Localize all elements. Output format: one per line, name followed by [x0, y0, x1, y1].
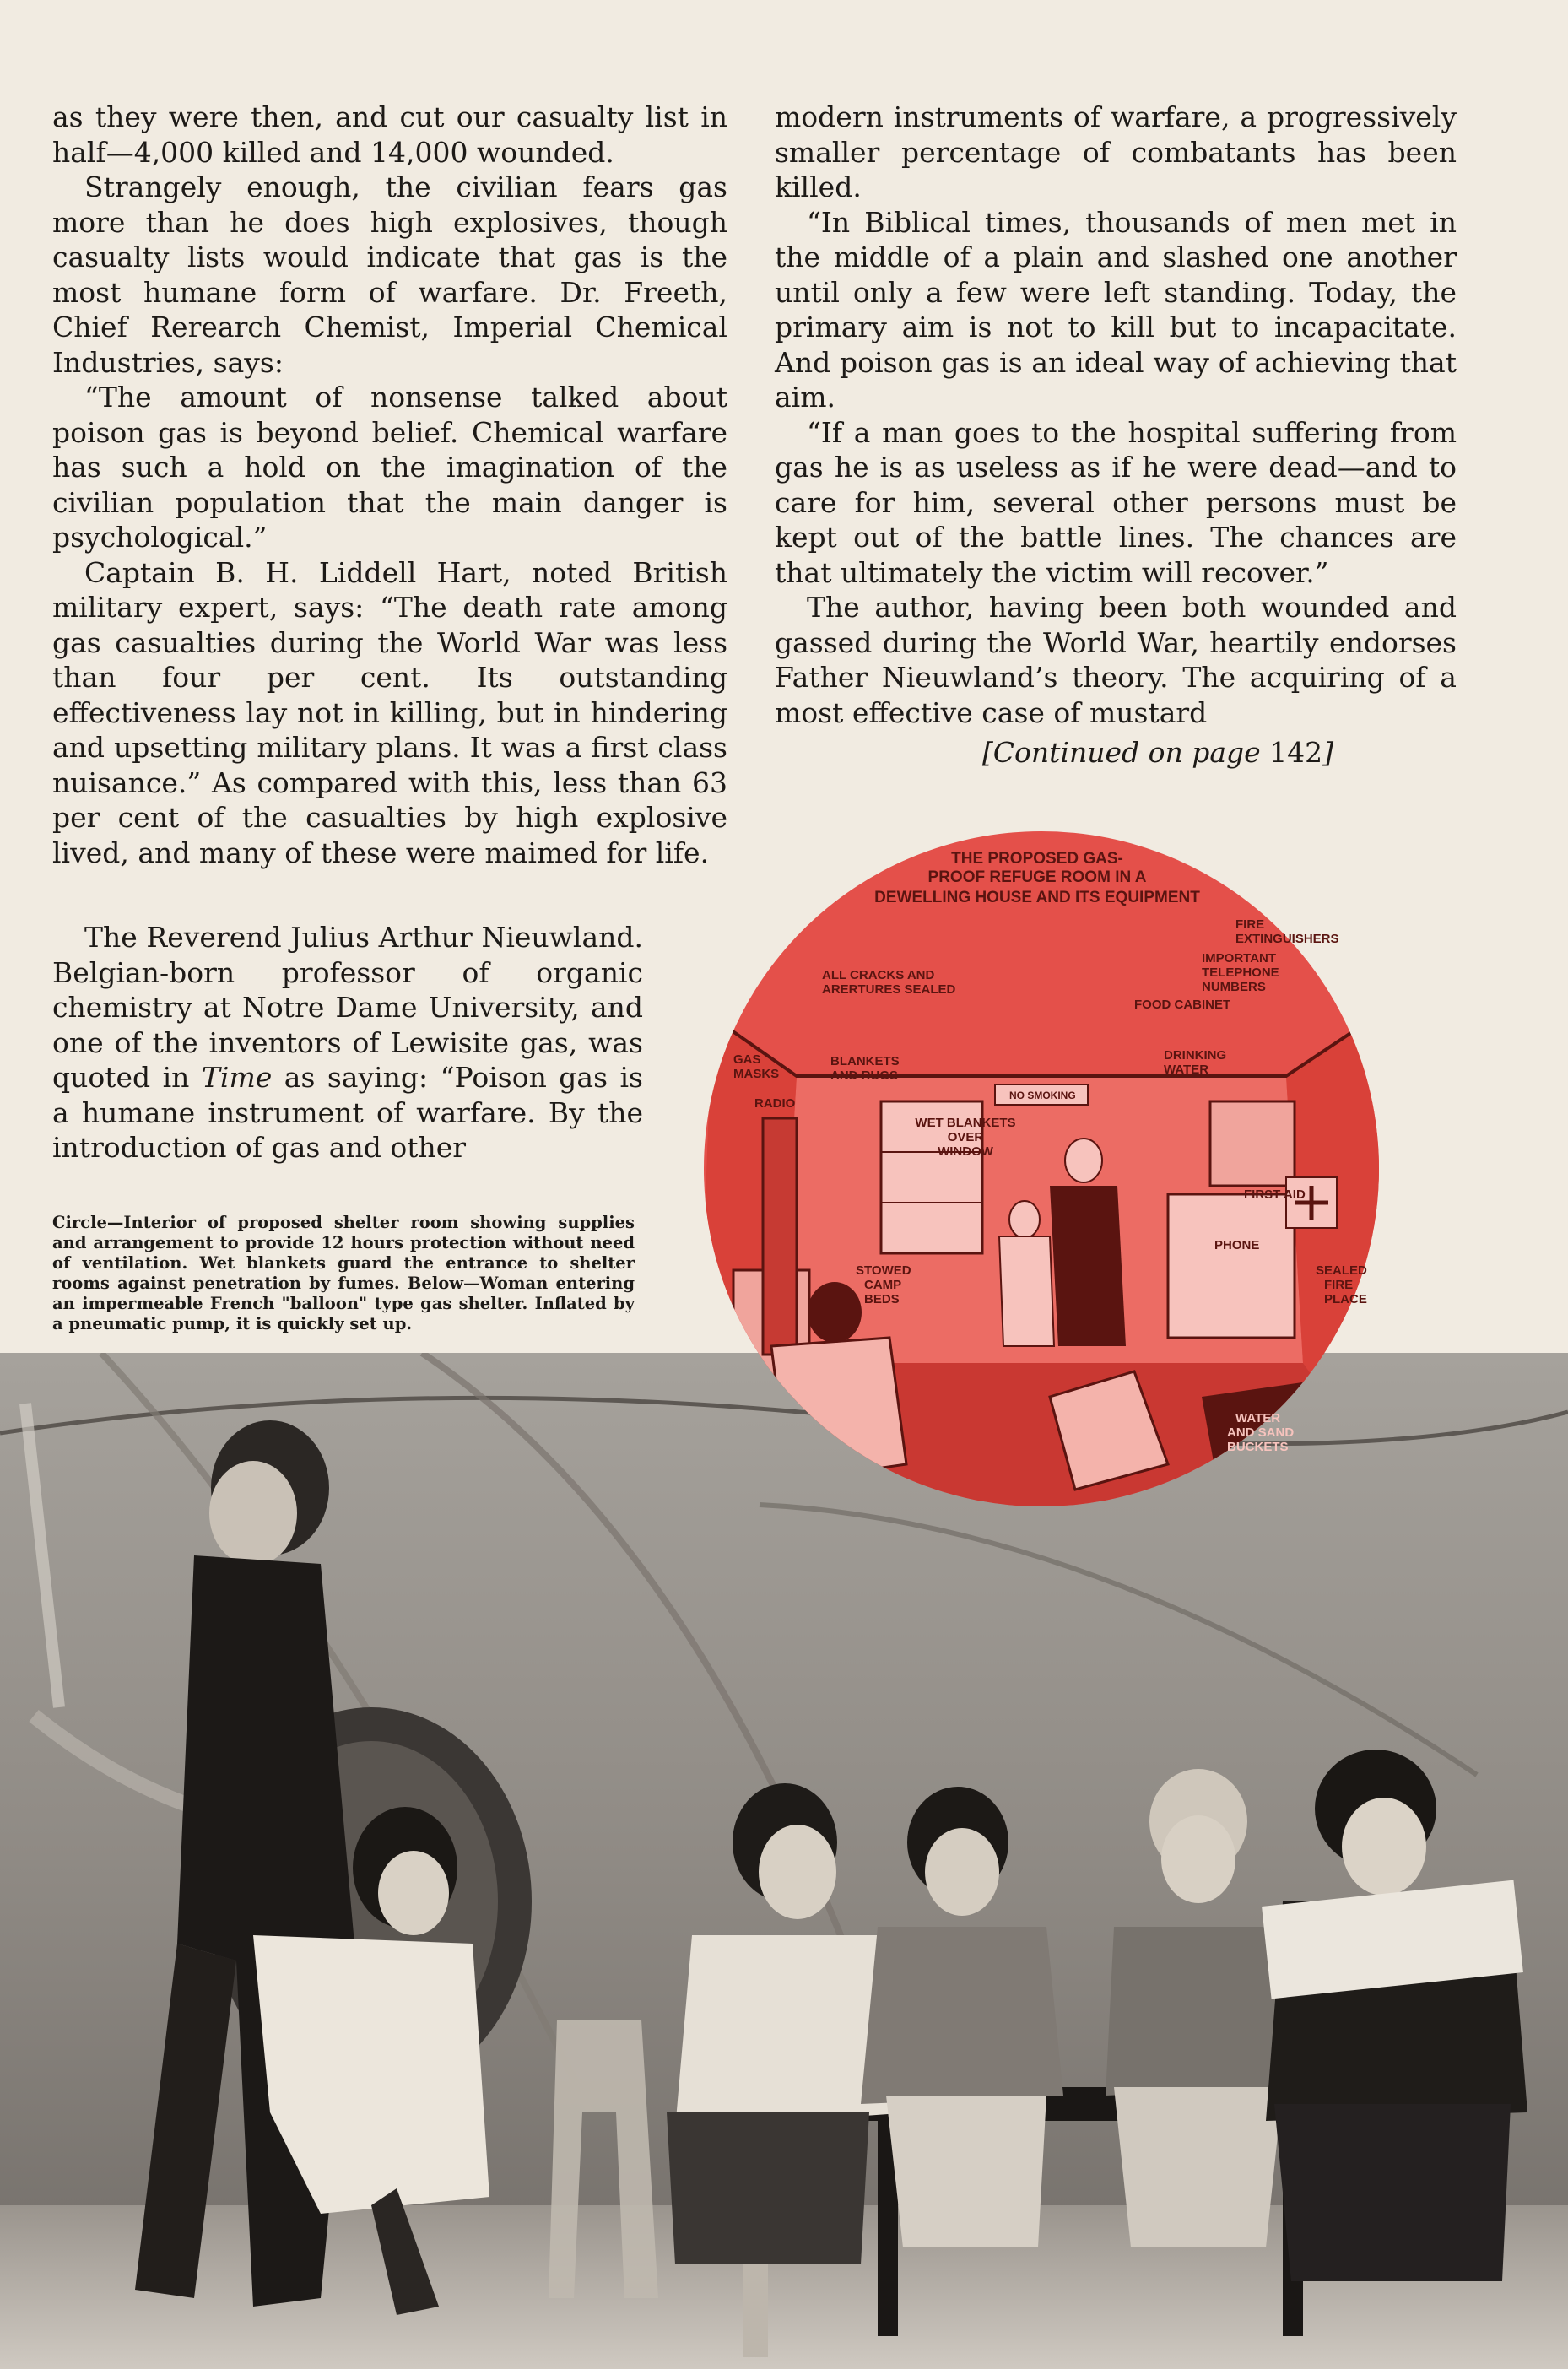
label-water-sand-2: AND SAND	[1227, 1425, 1295, 1440]
label-sealed-3: PLACE	[1324, 1292, 1367, 1306]
left-paragraph-4: Captain B. H. Liddell Hart, noted British military expert, says: “The death rate among gas casualties during the World War was less than four per cent. Its outstanding effectiveness lay not in killing, but in hindering and upsetting military plans. It was a first class nuisance.” As compared with this, less than 63 per cent of the casualties by high explosive lived, and many of these were maimed for life.	[52, 555, 727, 869]
illustration-title-line-1: THE PROPOSED GAS-	[951, 850, 1123, 868]
label-stowed-1: STOWED	[856, 1263, 911, 1278]
label-cracks-2: ARERTURES SEALED	[822, 982, 956, 997]
label-blankets-1: BLANKETS	[830, 1054, 900, 1068]
label-wet-blankets-2: OVER	[947, 1130, 984, 1144]
label-telephone-3: NUMBERS	[1202, 980, 1266, 994]
label-wet-blankets-3: WINDOW	[938, 1144, 993, 1159]
label-water-sand-3: BUCKETS	[1227, 1440, 1289, 1454]
label-stowed-2: CAMP	[864, 1278, 902, 1292]
label-blankets-2: AND RUGS	[830, 1068, 899, 1083]
time-magazine-name: Time	[201, 1061, 273, 1094]
left-paragraph-1: as they were then, and cut our casualty list in half—4,000 killed and 14,000 wounded.	[52, 100, 727, 169]
refuge-room-illustration	[695, 823, 1387, 1515]
nieuwland-paragraph: The Reverend Julius Arthur Nieuwland. Belgian-born professor of organic chemistry at Notre Dame University, and one of the inventors of Lewisite gas, was quoted in Time as saying: “Poison gas is a humane instrument of warfare. By the introduction of gas and other	[52, 921, 643, 1164]
continued-page-number: 142	[1269, 736, 1323, 769]
label-drinking-2: WATER	[1164, 1063, 1209, 1077]
label-water-sand-1: WATER	[1235, 1411, 1281, 1425]
photo-caption: Circle—Interior of proposed shelter room showing supplies and arrangement to provide 12 hours protection without need of ventilation. Wet blankets guard the entrance to shelter rooms against penetration by fumes. Below—Woman entering an impermeable French "balloon" type gas shelter. Inflated by a pneumatic pump, it is quickly set up.	[52, 1213, 635, 1333]
label-fire-1: FIRE	[1235, 917, 1265, 932]
left-paragraph-3: “The amount of nonsense talked about poison gas is beyond belief. Chemical warfare has such a hold on the imagination of the civilian population that the main danger is psychological.”	[52, 381, 727, 554]
label-drinking-1: DRINKING	[1164, 1048, 1227, 1063]
right-paragraph-1: modern instruments of warfare, a progressively smaller percentage of combatants has been killed.	[775, 100, 1457, 203]
label-wet-blankets-1: WET BLANKETS	[915, 1116, 1016, 1130]
right-paragraph-3: “If a man goes to the hospital suffering from gas he is as useless as if he were dead—and to care for him, several other persons must be kept out of the battle lines. The chances are that ultimately the victim will recover.”	[775, 415, 1457, 589]
illustration-title-line-2: PROOF REFUGE ROOM IN A	[927, 868, 1147, 886]
label-phone: PHONE	[1214, 1238, 1260, 1252]
label-cracks-1: ALL CRACKS AND	[822, 968, 935, 982]
left-narrow-column	[52, 920, 643, 1166]
label-no-smoking: NO SMOKING	[1009, 1090, 1076, 1101]
label-sealed-2: FIRE	[1324, 1278, 1354, 1292]
label-telephone-1: IMPORTANT	[1202, 951, 1277, 965]
label-gas-masks-1: GAS	[733, 1052, 761, 1067]
label-first-aid: FIRST AID	[1244, 1187, 1306, 1202]
right-paragraph-4: The author, having been both wounded and gassed during the World War, heartily endorses Father Nieuwland’s theory. The acquiring of a most effective case of mustard	[775, 591, 1457, 729]
left-column	[52, 100, 727, 870]
label-stowed-3: BEDS	[864, 1292, 900, 1306]
right-column	[775, 100, 1457, 730]
label-sealed-1: SEALED	[1316, 1263, 1367, 1278]
label-food-cabinet: FOOD CABINET	[1134, 998, 1231, 1012]
label-gas-masks-2: MASKS	[733, 1067, 780, 1081]
left-paragraph-2: Strangely enough, the civilian fears gas more than he does high explosives, though casualty lists would indicate that gas is the most humane form of warfare. Dr. Freeth, Chief Rerearch Chemist, Imperial Chemical Industries, says:	[52, 170, 727, 379]
label-fire-2: EXTINGUISHERS	[1235, 932, 1339, 946]
label-radio: RADIO	[754, 1096, 796, 1111]
continued-note: [Continued on page 142]	[981, 736, 1334, 769]
right-paragraph-2: “In Biblical times, thousands of men met in the middle of a plain and slashed one another until only a few were left standing. Today, the primary aim is not to kill but to incapacitate. And poison gas is an ideal way of achieving that aim.	[775, 205, 1457, 414]
label-telephone-2: TELEPHONE	[1202, 965, 1279, 980]
illustration-title-line-3: DEWELLING HOUSE AND ITS EQUIPMENT	[874, 889, 1200, 906]
